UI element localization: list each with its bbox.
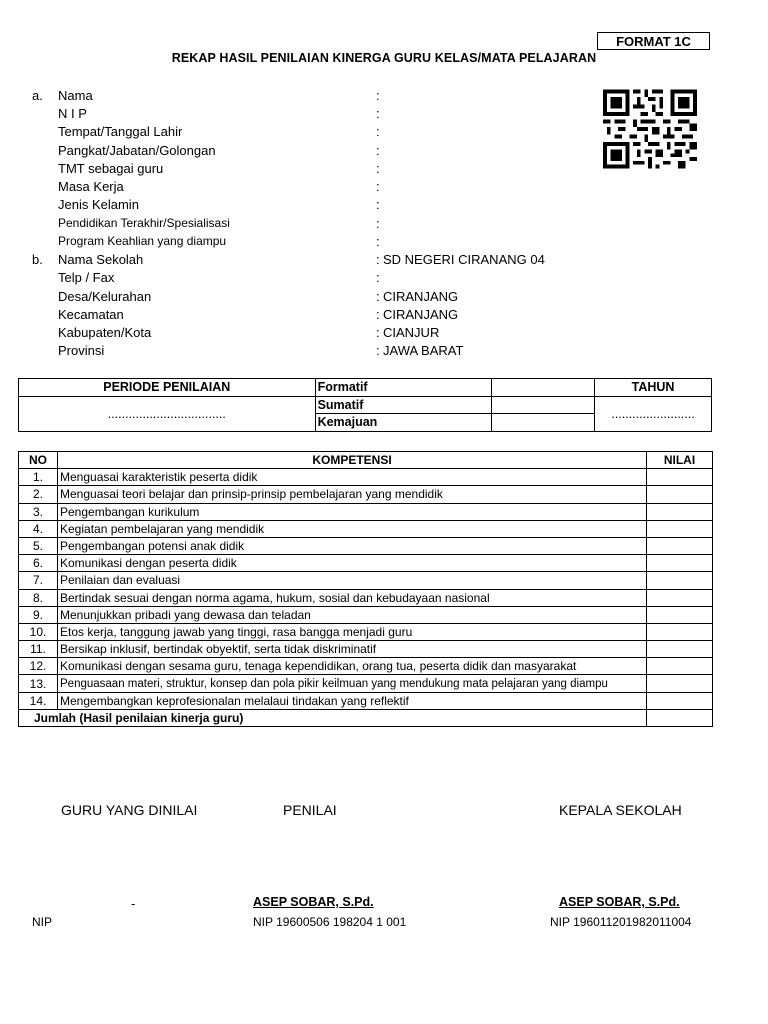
row-nilai bbox=[647, 486, 713, 503]
row-number: 7. bbox=[19, 572, 58, 589]
total-nilai bbox=[647, 709, 713, 726]
row-kompetensi: Pengembangan potensi anak didik bbox=[58, 537, 647, 554]
penilai-name: ASEP SOBAR, S.Pd. bbox=[253, 895, 374, 909]
periode-cell-formatif bbox=[492, 379, 595, 397]
row-kompetensi: Bertindak sesuai dengan norma agama, hukum, sosial dan kebudayaan nasional bbox=[58, 589, 647, 606]
table-row bbox=[19, 503, 713, 520]
row-kompetensi: Komunikasi dengan peserta didik bbox=[58, 555, 647, 572]
kepala-nip: NIP 196011201982011004 bbox=[550, 915, 692, 929]
row-number: 3. bbox=[19, 503, 58, 520]
row-nilai bbox=[647, 537, 713, 554]
row-number: 11. bbox=[19, 641, 58, 658]
section-b-marker: b. bbox=[32, 252, 43, 267]
label-tempat-tanggal-lahir: Tempat/Tanggal Lahir bbox=[58, 124, 183, 139]
periode-type-formatif: Formatif bbox=[315, 379, 492, 397]
col-no-header: NO bbox=[19, 452, 58, 469]
row-number: 6. bbox=[19, 555, 58, 572]
row-number: 10. bbox=[19, 623, 58, 640]
value-provinsi: JAWA BARAT bbox=[383, 343, 464, 358]
table-row bbox=[19, 658, 713, 675]
row-kompetensi: Menguasai teori belajar dan prinsip-prinsip pembelajaran yang mendidik bbox=[58, 486, 647, 503]
row-number: 12. bbox=[19, 658, 58, 675]
label-program-keahlian: Program Keahlian yang diampu bbox=[58, 234, 227, 248]
format-label: FORMAT 1C bbox=[597, 32, 710, 50]
qr-code-icon bbox=[603, 89, 697, 169]
row-number: 8. bbox=[19, 589, 58, 606]
col-nilai-header: NILAI bbox=[647, 452, 713, 469]
row-nilai bbox=[647, 572, 713, 589]
row-nilai bbox=[647, 692, 713, 709]
guru-name: - bbox=[131, 896, 136, 911]
table-row bbox=[19, 589, 713, 606]
label-tmt: TMT sebagai guru bbox=[58, 161, 164, 176]
tahun-dots: ........................ bbox=[595, 396, 712, 431]
row-kompetensi: Kegiatan pembelajaran yang mendidik bbox=[58, 520, 647, 537]
row-number: 1. bbox=[19, 469, 58, 486]
row-number: 14. bbox=[19, 692, 58, 709]
col-kompetensi-header: KOMPETENSI bbox=[58, 452, 647, 469]
colon: : bbox=[376, 106, 380, 121]
colon: : bbox=[376, 161, 380, 176]
row-number: 4. bbox=[19, 520, 58, 537]
row-number: 9. bbox=[19, 606, 58, 623]
row-nilai bbox=[647, 469, 713, 486]
table-row bbox=[19, 675, 713, 692]
row-kompetensi: Penilaian dan evaluasi bbox=[58, 572, 647, 589]
colon: : bbox=[376, 88, 380, 103]
periode-type-kemajuan: Kemajuan bbox=[315, 414, 492, 432]
table-row bbox=[19, 692, 713, 709]
periode-table bbox=[18, 378, 712, 432]
row-kompetensi: Pengembangan kurikulum bbox=[58, 503, 647, 520]
table-row-total bbox=[19, 709, 713, 726]
colon: : bbox=[376, 343, 380, 358]
row-kompetensi: Penguasaan materi, struktur, konsep dan pola pikir keilmuan yang mendukung mata pelajaran yang diampu bbox=[58, 675, 647, 692]
label-pangkat: Pangkat/Jabatan/Golongan bbox=[58, 143, 216, 158]
total-label: Jumlah (Hasil penilaian kinerja guru) bbox=[19, 709, 647, 726]
table-row bbox=[19, 469, 713, 486]
label-provinsi: Provinsi bbox=[58, 343, 105, 358]
label-nip: N I P bbox=[58, 106, 87, 121]
section-a-marker: a. bbox=[32, 88, 43, 103]
row-nilai bbox=[647, 606, 713, 623]
periode-cell-kemajuan bbox=[492, 414, 595, 432]
row-kompetensi: Menunjukkan pribadi yang dewasa dan teladan bbox=[58, 606, 647, 623]
row-kompetensi: Menguasai karakteristik peserta didik bbox=[58, 469, 647, 486]
row-number: 2. bbox=[19, 486, 58, 503]
colon: : bbox=[376, 234, 380, 249]
penilai-title: PENILAI bbox=[283, 802, 337, 818]
table-row bbox=[19, 555, 713, 572]
row-nilai bbox=[647, 520, 713, 537]
label-nama: Nama bbox=[58, 88, 93, 103]
table-row bbox=[19, 520, 713, 537]
row-nilai bbox=[647, 589, 713, 606]
colon: : bbox=[376, 179, 380, 194]
label-nama-sekolah: Nama Sekolah bbox=[58, 252, 144, 267]
kepala-title: KEPALA SEKOLAH bbox=[559, 802, 682, 818]
table-row bbox=[19, 641, 713, 658]
colon: : bbox=[376, 124, 380, 139]
label-kecamatan: Kecamatan bbox=[58, 307, 124, 322]
colon: : bbox=[376, 325, 380, 340]
row-nilai bbox=[647, 641, 713, 658]
value-nama-sekolah: SD NEGERI CIRANANG 04 bbox=[383, 252, 545, 267]
colon: : bbox=[376, 216, 380, 231]
row-kompetensi: Mengembangkan keprofesionalan melalaui tindakan yang reflektif bbox=[58, 692, 647, 709]
periode-cell-sumatif bbox=[492, 396, 595, 414]
colon: : bbox=[376, 252, 380, 267]
row-nilai bbox=[647, 675, 713, 692]
colon: : bbox=[376, 307, 380, 322]
label-desa: Desa/Kelurahan bbox=[58, 289, 152, 304]
table-row bbox=[19, 606, 713, 623]
kompetensi-table bbox=[18, 451, 713, 727]
row-number: 5. bbox=[19, 537, 58, 554]
penilai-nip: NIP 19600506 198204 1 001 bbox=[253, 915, 407, 929]
table-row bbox=[19, 537, 713, 554]
value-desa: CIRANJANG bbox=[383, 289, 459, 304]
colon: : bbox=[376, 143, 380, 158]
tahun-header: TAHUN bbox=[595, 379, 712, 397]
page-title: REKAP HASIL PENILAIAN KINERGA GURU KELAS/MATA PELAJARAN bbox=[171, 51, 597, 65]
colon: : bbox=[376, 197, 380, 212]
guru-title: GURU YANG DINILAI bbox=[61, 802, 198, 818]
table-row bbox=[19, 572, 713, 589]
row-number: 13. bbox=[19, 675, 58, 692]
label-jenis-kelamin: Jenis Kelamin bbox=[58, 197, 139, 212]
label-kabupaten: Kabupaten/Kota bbox=[58, 325, 152, 340]
colon: : bbox=[376, 270, 380, 285]
value-kabupaten: CIANJUR bbox=[383, 325, 440, 340]
row-kompetensi: Etos kerja, tanggung jawab yang tinggi, rasa bangga menjadi guru bbox=[58, 623, 647, 640]
colon: : bbox=[376, 289, 380, 304]
row-nilai bbox=[647, 503, 713, 520]
label-pendidikan: Pendidikan Terakhir/Spesialisasi bbox=[58, 216, 230, 230]
periode-dots: .................................. bbox=[19, 396, 316, 431]
value-kecamatan: CIRANJANG bbox=[383, 307, 459, 322]
kepala-name: ASEP SOBAR, S.Pd. bbox=[559, 895, 680, 909]
table-row bbox=[19, 623, 713, 640]
row-kompetensi: Bersikap inklusif, bertindak obyektif, serta tidak diskriminatif bbox=[58, 641, 647, 658]
periode-type-sumatif: Sumatif bbox=[315, 396, 492, 414]
row-nilai bbox=[647, 658, 713, 675]
periode-header: PERIODE PENILAIAN bbox=[19, 379, 316, 397]
table-row bbox=[19, 486, 713, 503]
row-nilai bbox=[647, 623, 713, 640]
row-kompetensi: Komunikasi dengan sesama guru, tenaga kependidikan, orang tua, peserta didik dan masyarakat bbox=[58, 658, 647, 675]
label-masa-kerja: Masa Kerja bbox=[58, 179, 124, 194]
label-telp-fax: Telp / Fax bbox=[58, 270, 115, 285]
row-nilai bbox=[647, 555, 713, 572]
guru-nip: NIP bbox=[32, 915, 53, 929]
